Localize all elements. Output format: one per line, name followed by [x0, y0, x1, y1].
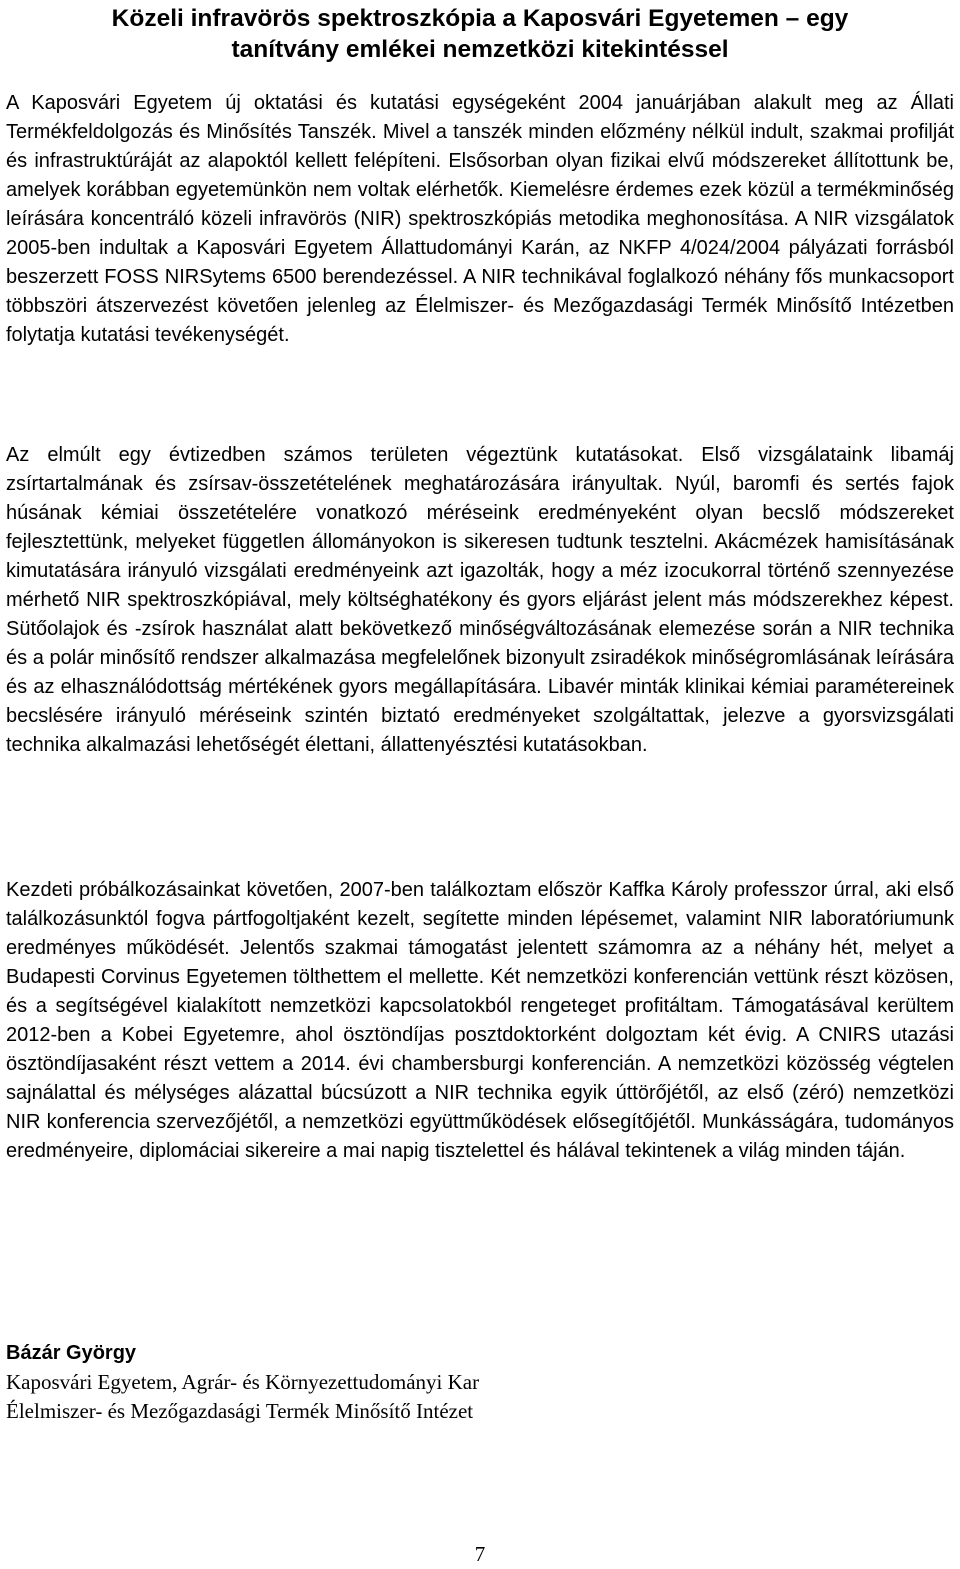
author-affiliation-line-2: Élelmiszer- és Mezőgazdasági Termék Minősítő Intézet [6, 1399, 474, 1423]
document-title [6, 0, 954, 65]
author-affiliation-line-1: Kaposvári Egyetem, Agrár- és Környezettudományi Kar [6, 1370, 480, 1394]
author-name: Bázár György [6, 1342, 137, 1364]
document-page [6, 0, 954, 1423]
title-line-2: tanítvány emlékei nemzetközi kitekintéssel [231, 36, 729, 63]
title-line-1: Közeli infravörös spektroszkópia a Kaposvári Egyetemen – egy [111, 5, 849, 32]
author-block [6, 1339, 954, 1426]
paragraph-2: Az elmúlt egy évtizedben számos területen végeztünk kutatásokat. Első vizsgálataink libamáj zsírtartalmának és zsírsav-összetételének meghatározására irányultak. Nyúl, baromfi és sertés fajok húsának kémiai összetételére vonatkozó méréseink eredményeként olyan becslő módszereket fejlesztettünk, melyeket független állományokon is sikeresen tudtunk tesztelni. Akácmézek hamisításának kimutatására irányuló vizsgálati eredményeink azt igazolták, hogy a méz izocukorral történő szennyezése mérhető NIR spektroszkópiával, mely költséghatékony és gyors eljárást jelent más módszerekhez képest. Sütőolajok és -zsírok használat alatt bekövetkező minőségváltozásának elemezése során a NIR technika és a polár minősítő rendszer alkalmazása megfelelőnek bizonyult zsiradékok minőségromlásának leírására és az elhasználódottság mértékének gyors megállapítására. Libavér minták klinikai kémiai paramétereinek becslésére irányuló méréseink szintén biztató eredményeket szolgáltattak, jelezve a gyorsvizsgálati technika alkalmazási lehetőségét élettani, állattenyésztési kutatásokban. [6, 444, 954, 756]
paragraph-1: A Kaposvári Egyetem új oktatási és kutatási egységeként 2004 januárjában alakult meg az Állati Termékfeldolgozás és Minősítés Tanszék. Mivel a tanszék minden előzmény nélkül indult, szakmai profilját és infrastruktúráját az alapoktól kellett felépíteni. Elsősorban olyan fizikai elvű módszereket állítottunk be, amelyek korábban egyetemünkön nem voltak elérhetők. Kiemelésre érdemes ezek közül a termékminőség leírására koncentráló közeli infravörös (NIR) spektroszkópiás metodika meghonosítása. A NIR vizsgálatok 2005-ben indultak a Kaposvári Egyetem Állattudományi Karán, az NKFP 4/024/2004 pályázati forrásból beszerzett FOSS NIRSytems 6500 berendezéssel. A NIR technikával foglalkozó néhány fős munkacsoport többszöri átszervezést követően jelenleg az Élelmiszer- és Mezőgazdasági Termék Minősítő Intézetben folytatja kutatási tevékenységét. [6, 92, 954, 346]
page-number: 7 [474, 1542, 486, 1566]
paragraph-3: Kezdeti próbálkozásainkat követően, 2007-ben találkoztam először Kaffka Károly professzor úrral, aki első találkozásunktól fogva pártfogoltjaként kezelt, segítette minden lépésemet, valamint NIR laboratóriumunk eredményes működését. Jelentős szakmai támogatást jelentett számomra az a néhány hét, melyet a Budapesti Corvinus Egyetemen tölthettem el mellette. Két nemzetközi konferencián vettünk részt közösen, és a segítségével kialakított nemzetközi kapcsolatokból rengeteget profitáltam. Támogatásával kerültem 2012-ben a Kobei Egyetemre, ahol ösztöndíjas posztdoktorként dolgoztam két évig. A CNIRS utazási ösztöndíjasaként részt vettem a 2014. évi chambersburgi konferencián. A nemzetközi közösség végtelen sajnálattal és mélységes alázattal búcsúzott a NIR technika egyik úttörőjétől, az első (zéró) nemzetközi NIR konferencia szervezőjétől, a nemzetközi együttműködések elősegítőjétől. Munkásságára, tudományos eredményeire, diplomáciai sikereire a mai napig tisztelettel és hálával tekintenek a világ minden táján. [6, 879, 954, 1162]
